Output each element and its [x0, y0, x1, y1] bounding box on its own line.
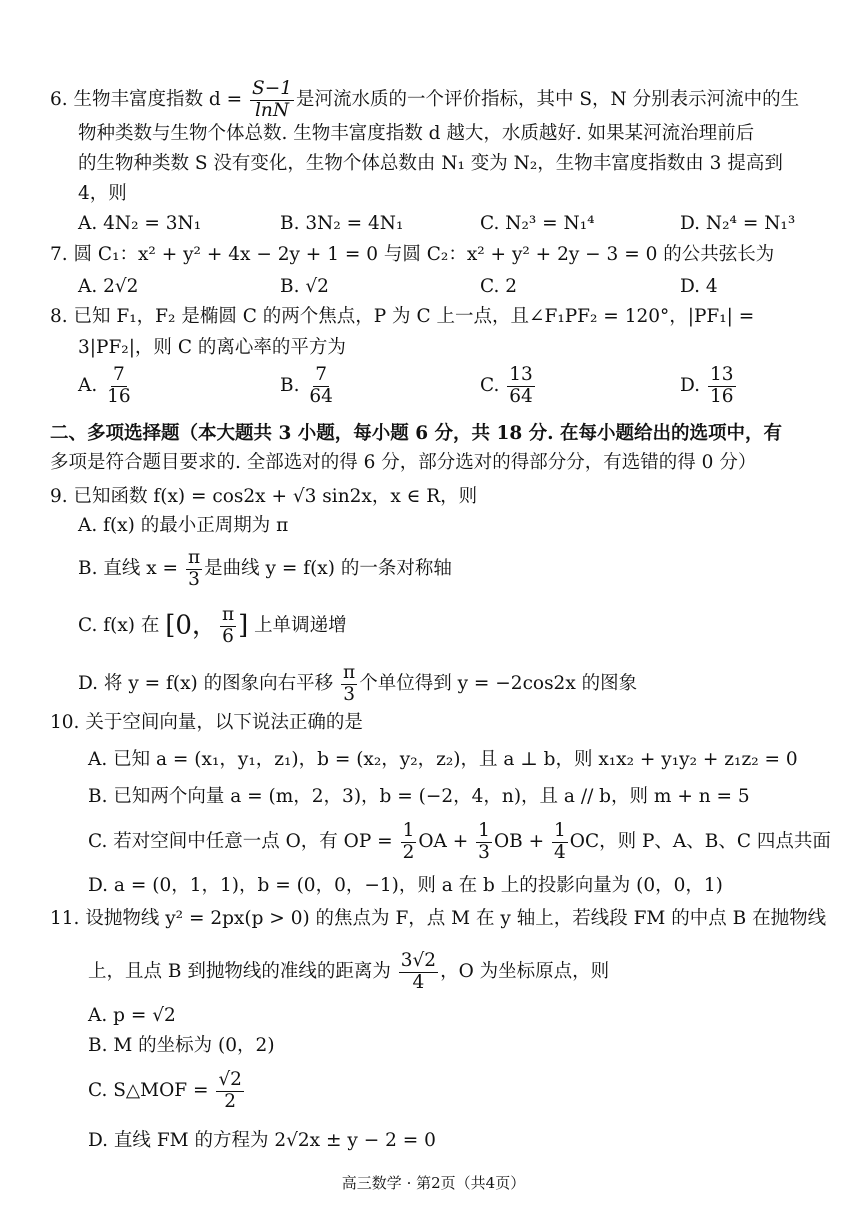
q11-line1-text: 设抛物线 y² = 2px(p > 0) 的焦点为 F，点 M 在 y 轴上，若线段 FM 的中点 B 在抛物线	[85, 908, 827, 929]
q10-number: 10.	[50, 712, 80, 733]
q10-text: 关于空间向量，以下说法正确的是	[85, 712, 363, 733]
q11-line1	[50, 908, 826, 930]
q6-frac-num: S−1	[252, 78, 292, 99]
q8-line1-text: 已知 F₁，F₂ 是椭圆 C 的两个焦点，P 为 C 上一点，且∠F₁PF₂ = 120°，|PF₁| =	[73, 306, 755, 327]
q10-option-b: B. 已知两个向量 a = (m，2，3)，b = (−2，4，n)，且 a // b，则 m + n = 5	[88, 786, 750, 807]
q10-option-d: D. a = (0，1，1)，b = (0，0，−1)，则 a 在 b 上的投影向量为 (0，0，1)	[88, 875, 723, 896]
q6-line3: 的生物种类数 S 没有变化，生物个体总数由 N₁ 变为 N₂，生物丰富度指数由 3 提高到	[78, 153, 783, 174]
q9-option-c: C. f(x) 在 [0， $\frac{\pi}{6}$ ] 上单调递增	[78, 604, 347, 647]
q11-line2: 上，且点 B 到抛物线的准线的距离为 $\frac{3√2}{4}$ ，O 为坐标原点，则	[88, 950, 610, 993]
q11-option-c: C. S△MOF = $\frac{√2}{2}$	[88, 1069, 242, 1112]
q6-fraction	[250, 80, 294, 120]
q6-number: 6.	[50, 89, 68, 110]
q6-option-c: C. N₂³ = N₁⁴	[480, 213, 595, 234]
q9-option-a: A. f(x) 的最小正周期为 π	[78, 515, 289, 536]
q7-line	[50, 244, 774, 266]
q8-number: 8.	[50, 306, 68, 327]
q7-option-c: C. 2	[480, 276, 518, 297]
q11-option-b: B. M 的坐标为 (0，2)	[88, 1035, 275, 1056]
q8-option-b: B. $\frac{7}{64}$	[280, 364, 333, 407]
q6-line1	[50, 80, 799, 120]
page-footer: 高三数学 · 第2页（共4页）	[341, 1174, 526, 1192]
q7-option-b: B. √2	[280, 276, 329, 297]
q11-number: 11.	[50, 908, 80, 929]
q6-line4: 4，则	[78, 183, 127, 204]
q7-text: 圆 C₁：x² + y² + 4x − 2y + 1 = 0 与圆 C₂：x² + y² + 2y − 3 = 0 的公共弦长为	[73, 244, 775, 265]
q6-line2: 物种类数与生物个体总数. 生物丰富度指数 d 越大，水质越好. 如果某河流治理前后	[78, 123, 755, 144]
q6-option-d: D. N₂⁴ = N₁³	[680, 213, 796, 234]
q6-option-b: B. 3N₂ = 4N₁	[280, 213, 404, 234]
q6-line1-rest: 是河流水质的一个评价指标，其中 S，N 分别表示河流中的生	[296, 89, 800, 110]
q8-option-c: C. $\frac{13}{64}$	[480, 364, 533, 407]
q11-option-a: A. p = √2	[88, 1005, 176, 1026]
q6-option-a: A. 4N₂ = 3N₁	[78, 213, 202, 234]
section2-line2: 多项是符合题目要求的. 全部选对的得 6 分，部分选对的得部分分，有选错的得 0 分）	[50, 452, 757, 473]
q10-option-c: C. 若对空间中任意一点 O，有 OP = $\frac{1}{2}$ OA + $\frac{1}{3}$ OB + $\frac{1}{4}$ OC，则 P、A、B、C 四点共面	[88, 820, 831, 863]
q9-line	[50, 486, 477, 508]
q10-option-a: A. 已知 a = (x₁，y₁，z₁)，b = (x₂，y₂，z₂)，且 a ⊥ b，则 x₁x₂ + y₁y₂ + z₁z₂ = 0	[88, 749, 798, 770]
q8-line1	[50, 306, 754, 328]
section2-line1: 二、多项选择题（本大题共 3 小题，每小题 6 分，共 18 分. 在每小题给出的选项中，有	[50, 423, 783, 444]
q7-number: 7.	[50, 244, 68, 265]
q9-option-b: B. 直线 x = $\frac{\pi}{3}$ 是曲线 y = f(x) 的一条对称轴	[78, 547, 452, 590]
q9-text: 已知函数 f(x) = cos2x + √3 sin2x，x ∈ R，则	[73, 486, 478, 507]
q8-option-a: A. $\frac{7}{16}$	[78, 364, 131, 407]
q6-frac-den: lnN	[255, 99, 290, 121]
q9-option-d: D. 将 y = f(x) 的图象向右平移 $\frac{\pi}{3}$ 个单位得到 y = −2cos2x 的图象	[78, 662, 638, 705]
q6-pre: 生物丰富度指数 d =	[73, 89, 243, 110]
q7-option-d: D. 4	[680, 276, 718, 297]
q8-line2: 3|PF₂|，则 C 的离心率的平方为	[78, 337, 346, 358]
q11-option-d: D. 直线 FM 的方程为 2√2x ± y − 2 = 0	[88, 1130, 436, 1151]
q8-option-d: D. $\frac{13}{16}$	[680, 364, 734, 407]
q7-option-a: A. 2√2	[78, 276, 139, 297]
q9-number: 9.	[50, 486, 68, 507]
q10-line	[50, 712, 363, 734]
